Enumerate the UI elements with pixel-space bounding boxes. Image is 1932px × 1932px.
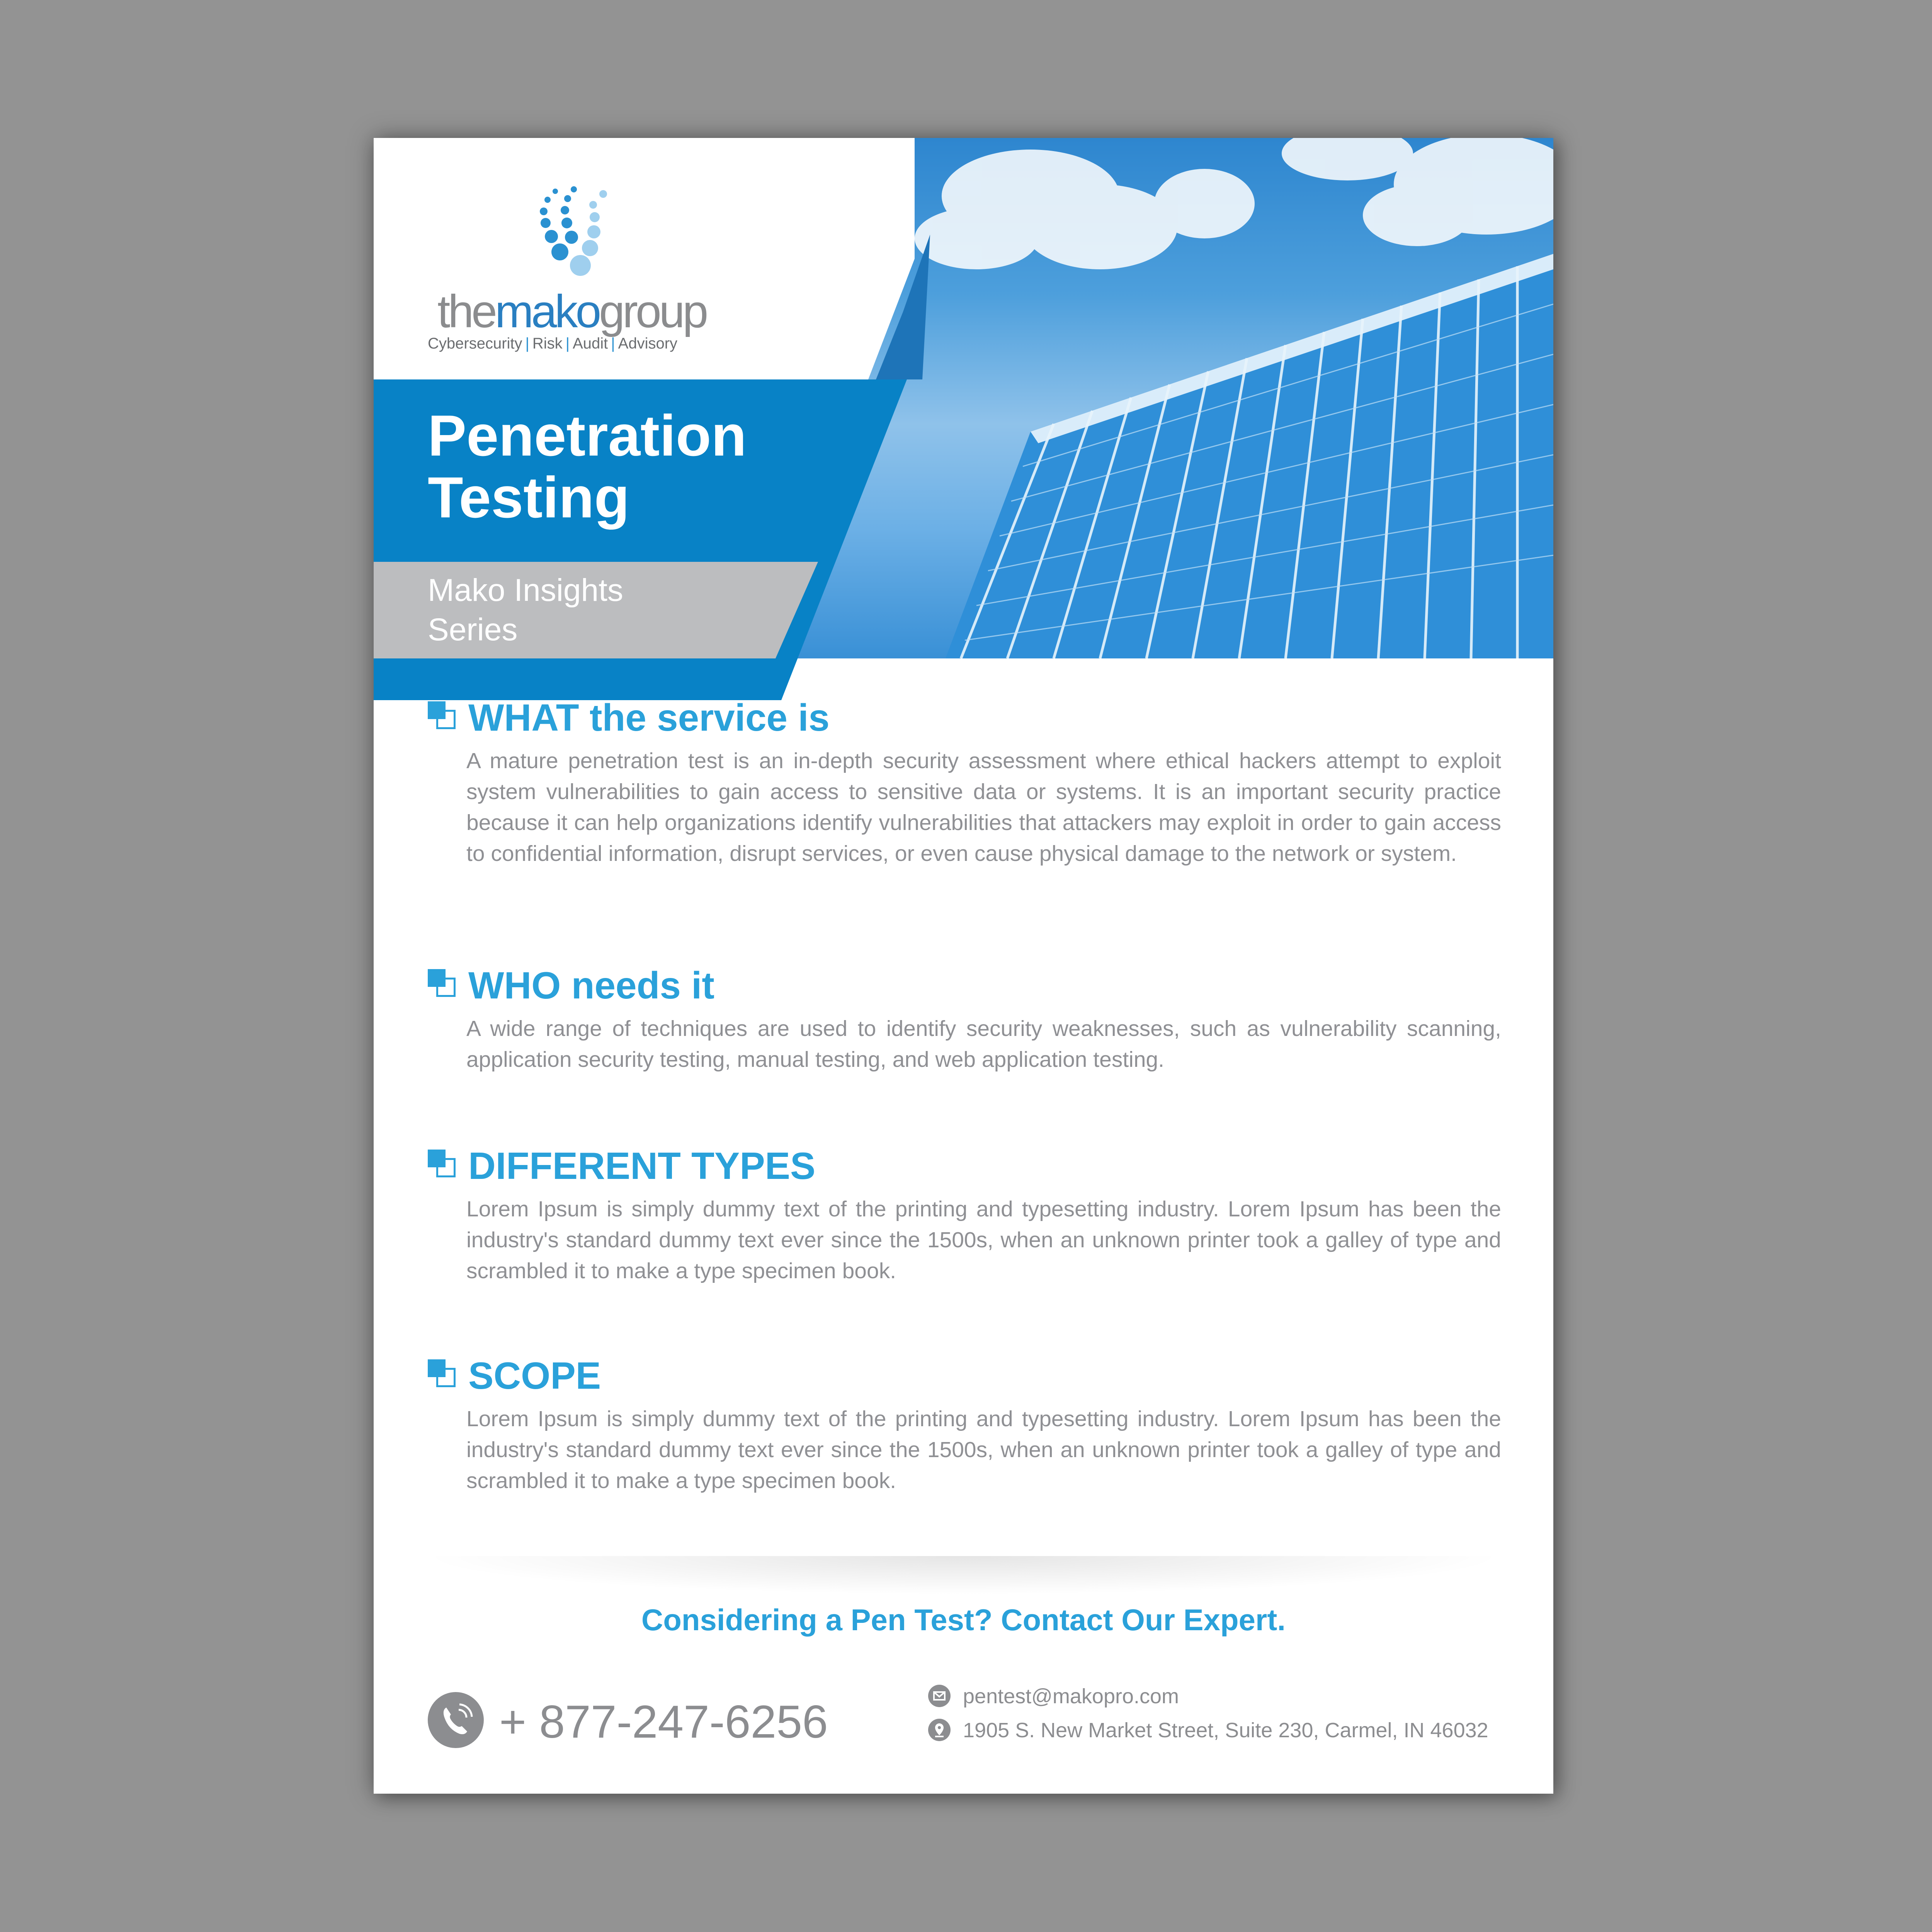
tagline-item: Audit bbox=[573, 335, 608, 352]
section-scope bbox=[428, 1352, 1501, 1496]
brand-wordmark bbox=[437, 285, 706, 338]
mako-logo-icon bbox=[524, 179, 633, 279]
section-body: Lorem Ipsum is simply dummy text of the printing and typesetting industry. Lorem Ipsum has been the industry's standard dummy text ever since the 1500s, when an unknown printer took a galley of type and scrambled it to make a type specimen book. bbox=[466, 1197, 1501, 1283]
section-body: A wide range of techniques are used to identify security weaknesses, such as vulnerability scanning, application security testing, manual testing, and web application testing. bbox=[466, 1016, 1501, 1072]
section-heading: DIFFERENT TYPES bbox=[468, 1145, 816, 1187]
brand-the: the bbox=[437, 286, 495, 337]
envelope-icon bbox=[928, 1685, 951, 1707]
tagline-item: Cybersecurity bbox=[428, 335, 522, 352]
overlapping-squares-icon bbox=[428, 969, 456, 997]
section-heading: WHAT the service is bbox=[468, 696, 830, 739]
street-address: 1905 S. New Market Street, Suite 230, Carmel, IN 46032 bbox=[963, 1719, 1488, 1742]
page-subtitle: Mako Insights Series bbox=[428, 573, 623, 647]
section-heading: WHO needs it bbox=[468, 964, 715, 1007]
section-who bbox=[428, 962, 1501, 1075]
location-pin-icon bbox=[928, 1719, 951, 1741]
overlapping-squares-icon bbox=[428, 1150, 456, 1177]
flyer-page bbox=[374, 138, 1553, 1794]
overlapping-squares-icon bbox=[428, 701, 456, 729]
overlapping-squares-icon bbox=[428, 1359, 456, 1387]
section-types bbox=[428, 1143, 1501, 1286]
footer-divider bbox=[420, 1556, 1507, 1595]
phone-icon bbox=[428, 1692, 484, 1748]
tagline-item: Advisory bbox=[618, 335, 678, 352]
email-address[interactable]: pentest@makopro.com bbox=[963, 1685, 1179, 1708]
section-body: Lorem Ipsum is simply dummy text of the printing and typesetting industry. Lorem Ipsum has been the industry's standard dummy text ever since the 1500s, when an unknown printer took a galley of type and scrambled it to make a type specimen book. bbox=[466, 1406, 1501, 1493]
brand-tagline: Cybersecurity | Risk | Audit | Advisory bbox=[428, 335, 678, 352]
section-what bbox=[428, 694, 1501, 869]
section-heading: SCOPE bbox=[468, 1354, 601, 1397]
brand-group: group bbox=[599, 286, 706, 337]
contact-cta: Considering a Pen Test? Contact Our Expert. bbox=[641, 1603, 1286, 1637]
section-body: A mature penetration test is an in-depth security assessment where ethical hackers attempt to exploit system vulnerabilities to gain access to sensitive data or systems. It is an important security practice because it can help organizations identify vulnerabilities that attackers may exploit in order to gain access to confidential information, disrupt services, or even cause physical damage to the network or system. bbox=[466, 748, 1501, 866]
brand-mako: mako bbox=[495, 286, 599, 337]
phone-number[interactable]: + 877-247-6256 bbox=[499, 1696, 828, 1748]
tagline-item: Risk bbox=[532, 335, 563, 352]
page-title: Penetration Testing bbox=[428, 403, 747, 530]
